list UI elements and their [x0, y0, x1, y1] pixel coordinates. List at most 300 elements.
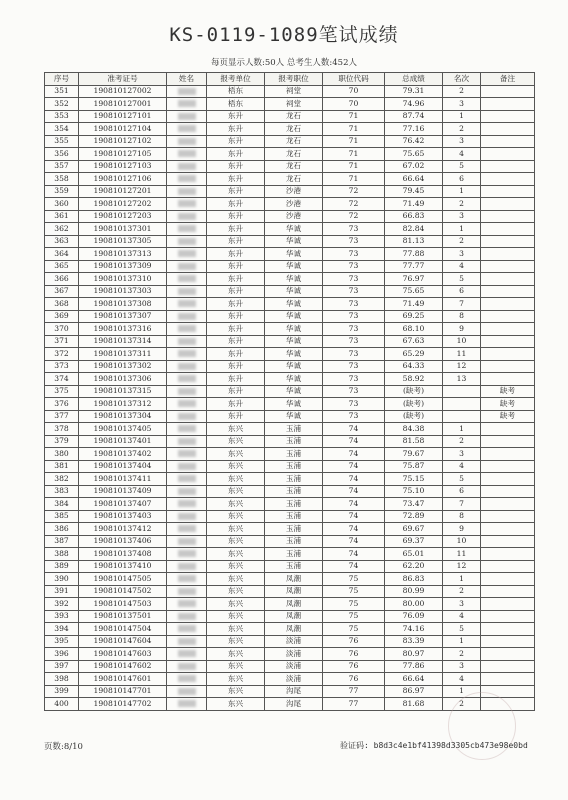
cell-unit: 东升: [207, 185, 265, 198]
cell-position: 沟尾: [265, 685, 323, 698]
cell-name: [167, 248, 207, 261]
cell-rank: 3: [443, 660, 481, 673]
cell-note: [481, 98, 535, 111]
cell-exam-id: 190810127105: [79, 148, 167, 161]
cell-score: (缺考): [385, 410, 443, 423]
cell-rank: 2: [443, 85, 481, 98]
cell-position-code: 77: [323, 698, 385, 711]
cell-name: [167, 110, 207, 123]
cell-seq: 368: [45, 298, 79, 311]
table-row: [45, 135, 535, 148]
cell-rank: 3: [443, 598, 481, 611]
cell-rank: 10: [443, 335, 481, 348]
cell-unit: 东兴: [207, 635, 265, 648]
cell-note: [481, 273, 535, 286]
cell-score: 75.87: [385, 460, 443, 473]
verification-code: 验证码: b8d3c4e1bf41398d3305cb473e98e0bd: [340, 741, 528, 750]
cell-name: [167, 685, 207, 698]
cell-position: 淡浦: [265, 635, 323, 648]
table-row: [45, 373, 535, 386]
cell-unit: 东升: [207, 398, 265, 411]
cell-position-code: 73: [323, 285, 385, 298]
cell-rank: 1: [443, 110, 481, 123]
cell-position: 凤潮: [265, 573, 323, 586]
cell-position-code: 74: [323, 473, 385, 486]
redacted-name: [178, 613, 196, 620]
cell-unit: 东兴: [207, 573, 265, 586]
cell-score: (缺考): [385, 385, 443, 398]
cell-score: 69.37: [385, 535, 443, 548]
cell-position: 华诚: [265, 323, 323, 336]
cell-note: [481, 298, 535, 311]
table-row: [45, 323, 535, 336]
cell-rank: 2: [443, 198, 481, 211]
cell-position: 华诚: [265, 285, 323, 298]
redacted-name: [178, 438, 196, 445]
cell-unit: 东兴: [207, 460, 265, 473]
cell-unit: 东兴: [207, 598, 265, 611]
table-row: [45, 398, 535, 411]
cell-unit: 东兴: [207, 485, 265, 498]
table-row: [45, 560, 535, 573]
cell-seq: 360: [45, 198, 79, 211]
cell-position: 沟尾: [265, 698, 323, 711]
cell-position-code: 71: [323, 160, 385, 173]
cell-score: 81.68: [385, 698, 443, 711]
cell-unit: 东兴: [207, 648, 265, 661]
cell-unit: 东兴: [207, 585, 265, 598]
table-row: [45, 510, 535, 523]
cell-name: [167, 360, 207, 373]
cell-position: 玉浦: [265, 523, 323, 536]
cell-position-code: 73: [323, 398, 385, 411]
cell-note: 缺考: [481, 385, 535, 398]
cell-position-code: 74: [323, 510, 385, 523]
cell-note: [481, 123, 535, 136]
cell-name: [167, 473, 207, 486]
cell-exam-id: 190810137306: [79, 373, 167, 386]
table-row: [45, 110, 535, 123]
cell-position-code: 73: [323, 360, 385, 373]
cell-position-code: 74: [323, 523, 385, 536]
cell-rank: 6: [443, 285, 481, 298]
cell-position-code: 77: [323, 685, 385, 698]
cell-score: (缺考): [385, 398, 443, 411]
cell-seq: 386: [45, 523, 79, 536]
cell-seq: 399: [45, 685, 79, 698]
redacted-name: [178, 600, 196, 607]
cell-exam-id: 190810137403: [79, 510, 167, 523]
table-row: [45, 648, 535, 661]
redacted-name: [178, 363, 196, 370]
cell-rank: 1: [443, 685, 481, 698]
cell-position-code: 73: [323, 223, 385, 236]
cell-note: [481, 110, 535, 123]
cell-seq: 367: [45, 285, 79, 298]
cell-seq: 400: [45, 698, 79, 711]
cell-exam-id: 190810147504: [79, 623, 167, 636]
cell-position: 玉浦: [265, 460, 323, 473]
redacted-name: [178, 488, 196, 495]
cell-rank: 9: [443, 323, 481, 336]
cell-score: 86.83: [385, 573, 443, 586]
cell-rank: 1: [443, 573, 481, 586]
redacted-name: [178, 200, 196, 207]
cell-exam-id: 190810137411: [79, 473, 167, 486]
table-row: [45, 660, 535, 673]
cell-position: 凤潮: [265, 623, 323, 636]
redacted-name: [178, 213, 196, 220]
cell-score: 82.84: [385, 223, 443, 236]
cell-name: [167, 573, 207, 586]
cell-seq: 387: [45, 535, 79, 548]
cell-unit: 东升: [207, 235, 265, 248]
cell-unit: 东升: [207, 198, 265, 211]
table-row: [45, 448, 535, 461]
cell-rank: 2: [443, 435, 481, 448]
cell-score: 72.89: [385, 510, 443, 523]
cell-rank: 4: [443, 148, 481, 161]
cell-rank: 2: [443, 585, 481, 598]
cell-rank: [443, 410, 481, 423]
cell-position-code: 73: [323, 260, 385, 273]
cell-seq: 357: [45, 160, 79, 173]
cell-name: [167, 373, 207, 386]
redacted-name: [178, 338, 196, 345]
cell-exam-id: 190810137303: [79, 285, 167, 298]
cell-position: 华诚: [265, 310, 323, 323]
cell-note: [481, 623, 535, 636]
cell-rank: [443, 385, 481, 398]
cell-seq: 391: [45, 585, 79, 598]
cell-position: 华诚: [265, 348, 323, 361]
cell-name: [167, 285, 207, 298]
cell-note: [481, 560, 535, 573]
cell-seq: 362: [45, 223, 79, 236]
cell-unit: 东兴: [207, 448, 265, 461]
cell-score: 75.65: [385, 148, 443, 161]
cell-score: 77.86: [385, 660, 443, 673]
cell-rank: 1: [443, 223, 481, 236]
table-body: [45, 85, 535, 710]
cell-exam-id: 190810137311: [79, 348, 167, 361]
cell-rank: 3: [443, 98, 481, 111]
cell-score: 73.47: [385, 498, 443, 511]
cell-position-code: 73: [323, 298, 385, 311]
cell-exam-id: 190810137305: [79, 235, 167, 248]
cell-exam-id: 190810137315: [79, 385, 167, 398]
cell-position-code: 74: [323, 560, 385, 573]
cell-exam-id: 190810127103: [79, 160, 167, 173]
cell-score: 77.77: [385, 260, 443, 273]
cell-position-code: 73: [323, 273, 385, 286]
cell-exam-id: 190810147505: [79, 573, 167, 586]
cell-position-code: 73: [323, 373, 385, 386]
cell-position: 龙石: [265, 123, 323, 136]
cell-position-code: 74: [323, 498, 385, 511]
cell-exam-id: 190810137402: [79, 448, 167, 461]
cell-score: 81.13: [385, 235, 443, 248]
cell-position: 华诚: [265, 373, 323, 386]
cell-note: [481, 423, 535, 436]
table-row: [45, 623, 535, 636]
cell-position-code: 74: [323, 423, 385, 436]
cell-unit: 东升: [207, 323, 265, 336]
header-seq: 序号: [45, 73, 79, 86]
redacted-name: [178, 425, 196, 432]
table-row: [45, 98, 535, 111]
redacted-name: [178, 225, 196, 232]
cell-unit: 东兴: [207, 423, 265, 436]
cell-name: [167, 498, 207, 511]
cell-position: 沙港: [265, 198, 323, 211]
table-row: [45, 148, 535, 161]
cell-position: 龙石: [265, 160, 323, 173]
cell-note: [481, 610, 535, 623]
table-row: [45, 473, 535, 486]
redacted-name: [178, 313, 196, 320]
redacted-name: [178, 113, 196, 120]
redacted-name: [178, 125, 196, 132]
redacted-name: [178, 463, 196, 470]
cell-seq: 351: [45, 85, 79, 98]
table-row: [45, 673, 535, 686]
cell-seq: 373: [45, 360, 79, 373]
table-header-row: [45, 73, 535, 86]
cell-note: 缺考: [481, 398, 535, 411]
cell-note: [481, 235, 535, 248]
cell-unit: 东升: [207, 110, 265, 123]
cell-name: [167, 535, 207, 548]
redacted-name: [178, 375, 196, 382]
cell-exam-id: 190810137301: [79, 223, 167, 236]
cell-seq: 378: [45, 423, 79, 436]
redacted-name: [178, 525, 196, 532]
cell-exam-id: 190810137316: [79, 323, 167, 336]
cell-exam-id: 190810127102: [79, 135, 167, 148]
redacted-name: [178, 475, 196, 482]
cell-rank: 2: [443, 698, 481, 711]
cell-seq: 372: [45, 348, 79, 361]
cell-seq: 352: [45, 98, 79, 111]
cell-rank: 12: [443, 360, 481, 373]
cell-position: 凤潮: [265, 610, 323, 623]
cell-note: [481, 548, 535, 561]
cell-name: [167, 698, 207, 711]
cell-seq: 359: [45, 185, 79, 198]
cell-score: 77.88: [385, 248, 443, 261]
cell-position-code: 71: [323, 123, 385, 136]
cell-seq: 364: [45, 248, 79, 261]
cell-note: [481, 148, 535, 161]
cell-position-code: 71: [323, 135, 385, 148]
cell-position: 华诚: [265, 335, 323, 348]
cell-rank: 10: [443, 535, 481, 548]
cell-score: 87.74: [385, 110, 443, 123]
cell-position-code: 76: [323, 673, 385, 686]
cell-unit: 东兴: [207, 560, 265, 573]
cell-note: [481, 260, 535, 273]
cell-position-code: 71: [323, 148, 385, 161]
table-row: [45, 523, 535, 536]
table-row: [45, 410, 535, 423]
cell-position-code: 72: [323, 210, 385, 223]
cell-score: 74.16: [385, 623, 443, 636]
cell-note: [481, 435, 535, 448]
header-rank: 名次: [443, 73, 481, 86]
cell-exam-id: 190810137408: [79, 548, 167, 561]
cell-position-code: 71: [323, 173, 385, 186]
redacted-name: [178, 588, 196, 595]
cell-name: [167, 235, 207, 248]
cell-position-code: 76: [323, 660, 385, 673]
cell-unit: 东升: [207, 385, 265, 398]
cell-note: [481, 648, 535, 661]
cell-note: [481, 85, 535, 98]
table-row: [45, 685, 535, 698]
cell-name: [167, 98, 207, 111]
cell-exam-id: 190810137314: [79, 335, 167, 348]
cell-name: [167, 598, 207, 611]
cell-seq: 355: [45, 135, 79, 148]
cell-position: 华诚: [265, 398, 323, 411]
table-row: [45, 598, 535, 611]
cell-note: [481, 460, 535, 473]
cell-seq: 393: [45, 610, 79, 623]
cell-seq: 398: [45, 673, 79, 686]
table-row: [45, 123, 535, 136]
cell-exam-id: 190810127002: [79, 85, 167, 98]
cell-name: [167, 435, 207, 448]
cell-exam-id: 190810127201: [79, 185, 167, 198]
cell-name: [167, 348, 207, 361]
document-title: KS-0119-1089笔试成绩: [169, 24, 399, 46]
cell-name: [167, 423, 207, 436]
cell-rank: 5: [443, 160, 481, 173]
cell-score: 69.25: [385, 310, 443, 323]
cell-note: [481, 373, 535, 386]
cell-exam-id: 190810137304: [79, 410, 167, 423]
cell-unit: 东升: [207, 310, 265, 323]
header-score: 总成绩: [385, 73, 443, 86]
cell-name: [167, 260, 207, 273]
cell-unit: 东兴: [207, 523, 265, 536]
cell-unit: 东升: [207, 373, 265, 386]
cell-position-code: 73: [323, 335, 385, 348]
cell-unit: 东兴: [207, 673, 265, 686]
cell-note: [481, 248, 535, 261]
cell-unit: 东升: [207, 248, 265, 261]
cell-seq: 379: [45, 435, 79, 448]
cell-seq: 374: [45, 373, 79, 386]
cell-exam-id: 190810137309: [79, 260, 167, 273]
cell-note: [481, 210, 535, 223]
cell-unit: 梧东: [207, 98, 265, 111]
cell-position-code: 72: [323, 185, 385, 198]
cell-score: 79.45: [385, 185, 443, 198]
cell-name: [167, 335, 207, 348]
cell-unit: 东兴: [207, 498, 265, 511]
table-row: [45, 298, 535, 311]
redacted-name: [178, 663, 196, 670]
header-position-code: 职位代码: [323, 73, 385, 86]
cell-seq: 363: [45, 235, 79, 248]
cell-exam-id: 190810147602: [79, 660, 167, 673]
cell-position-code: 76: [323, 635, 385, 648]
cell-position: 玉浦: [265, 448, 323, 461]
cell-position-code: 75: [323, 585, 385, 598]
cell-exam-id: 190810127203: [79, 210, 167, 223]
cell-score: 67.63: [385, 335, 443, 348]
cell-note: [481, 223, 535, 236]
table-row: [45, 335, 535, 348]
cell-rank: 11: [443, 548, 481, 561]
cell-position-code: 74: [323, 535, 385, 548]
cell-exam-id: 190810137313: [79, 248, 167, 261]
cell-position-code: 75: [323, 598, 385, 611]
cell-score: 80.97: [385, 648, 443, 661]
cell-score: 83.39: [385, 635, 443, 648]
cell-position-code: 73: [323, 410, 385, 423]
cell-score: 75.65: [385, 285, 443, 298]
cell-unit: 东兴: [207, 660, 265, 673]
cell-score: 68.10: [385, 323, 443, 336]
cell-name: [167, 660, 207, 673]
cell-seq: 392: [45, 598, 79, 611]
cell-rank: 5: [443, 623, 481, 636]
redacted-name: [178, 450, 196, 457]
table-row: [45, 498, 535, 511]
cell-exam-id: 190810127106: [79, 173, 167, 186]
cell-name: [167, 635, 207, 648]
cell-score: 86.97: [385, 685, 443, 698]
cell-seq: 375: [45, 385, 79, 398]
cell-position: 玉浦: [265, 473, 323, 486]
cell-rank: 4: [443, 610, 481, 623]
cell-rank: 8: [443, 310, 481, 323]
cell-note: [481, 660, 535, 673]
cell-score: 80.00: [385, 598, 443, 611]
cell-seq: 371: [45, 335, 79, 348]
cell-score: 77.16: [385, 123, 443, 136]
table-row: [45, 210, 535, 223]
table-row: [45, 360, 535, 373]
cell-seq: 380: [45, 448, 79, 461]
cell-name: [167, 148, 207, 161]
cell-note: [481, 285, 535, 298]
cell-note: [481, 135, 535, 148]
redacted-name: [178, 400, 196, 407]
cell-unit: 东升: [207, 298, 265, 311]
cell-position-code: 76: [323, 648, 385, 661]
cell-note: [481, 348, 535, 361]
cell-score: 84.38: [385, 423, 443, 436]
cell-exam-id: 190810137407: [79, 498, 167, 511]
cell-exam-id: 190810137412: [79, 523, 167, 536]
cell-position-code: 75: [323, 573, 385, 586]
cell-note: [481, 448, 535, 461]
cell-score: 67.02: [385, 160, 443, 173]
cell-exam-id: 190810147701: [79, 685, 167, 698]
cell-position: 玉浦: [265, 535, 323, 548]
table-row: [45, 160, 535, 173]
table-row: [45, 185, 535, 198]
cell-position: 华诚: [265, 235, 323, 248]
cell-unit: 东升: [207, 410, 265, 423]
cell-rank: 2: [443, 648, 481, 661]
cell-exam-id: 190810137501: [79, 610, 167, 623]
cell-position-code: 70: [323, 85, 385, 98]
